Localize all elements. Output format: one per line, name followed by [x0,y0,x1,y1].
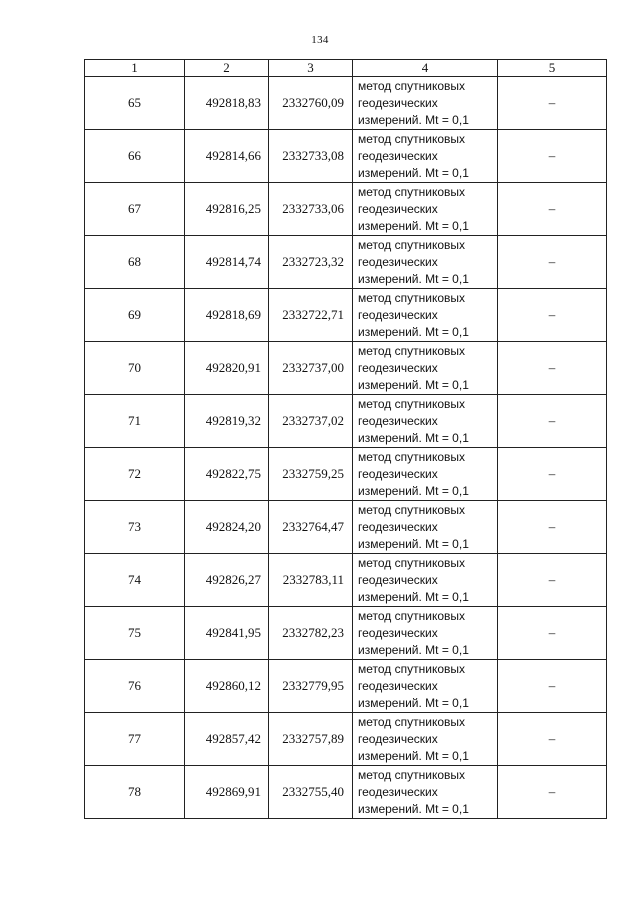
page-number: 134 [311,34,329,46]
table-row [85,501,607,554]
method-cell [353,554,498,607]
table-row [85,342,607,395]
method-line: метод спутниковых [358,449,466,464]
point-number-cell: 71 [85,395,185,448]
y-coordinate-cell: 2332783,11 [269,554,353,607]
point-number-cell: 70 [85,342,185,395]
method-line: геодезических [358,519,438,534]
y-coordinate-cell: 2332755,40 [269,766,353,819]
column-header-2: 2 [185,60,269,77]
x-coordinate-cell: 492822,75 [185,448,269,501]
method-line: метод спутниковых [358,502,466,517]
table-row [85,236,607,289]
method-cell [353,289,498,342]
x-coordinate-cell: 492826,27 [185,554,269,607]
point-number-cell: 72 [85,448,185,501]
description-cell: – [498,448,607,501]
column-header-1: 1 [85,60,185,77]
table-row [85,77,607,130]
table-row [85,448,607,501]
point-number-cell: 66 [85,130,185,183]
table-row [85,607,607,660]
point-number-cell: 74 [85,554,185,607]
column-header-3: 3 [269,60,353,77]
y-coordinate-cell: 2332759,25 [269,448,353,501]
y-coordinate-cell: 2332722,71 [269,289,353,342]
y-coordinate-cell: 2332737,00 [269,342,353,395]
x-coordinate-cell: 492819,32 [185,395,269,448]
method-line: измерений. Mt = 0,1 [358,377,469,392]
description-cell: – [498,713,607,766]
point-number-cell: 77 [85,713,185,766]
method-line: измерений. Mt = 0,1 [358,536,469,551]
y-coordinate-cell: 2332733,08 [269,130,353,183]
method-cell [353,448,498,501]
table-row [85,713,607,766]
method-line: измерений. Mt = 0,1 [358,642,469,657]
method-line: метод спутниковых [358,714,466,729]
method-cell [353,766,498,819]
method-line: геодезических [358,201,438,216]
method-line: метод спутниковых [358,555,466,570]
description-cell: – [498,342,607,395]
x-coordinate-cell: 492814,66 [185,130,269,183]
method-line: метод спутниковых [358,131,466,146]
point-number-cell: 76 [85,660,185,713]
table-body [85,77,607,819]
method-line: геодезических [358,307,438,322]
method-line: измерений. Mt = 0,1 [358,695,469,710]
table-row [85,766,607,819]
method-line: метод спутниковых [358,608,466,623]
method-line: геодезических [358,95,438,110]
method-line: измерений. Mt = 0,1 [358,324,469,339]
x-coordinate-cell: 492816,25 [185,183,269,236]
method-cell [353,501,498,554]
method-cell [353,183,498,236]
point-number-cell: 73 [85,501,185,554]
y-coordinate-cell: 2332779,95 [269,660,353,713]
x-coordinate-cell: 492824,20 [185,501,269,554]
method-line: измерений. Mt = 0,1 [358,430,469,445]
method-cell [353,236,498,289]
method-line: метод спутниковых [358,184,466,199]
method-cell [353,342,498,395]
method-line: измерений. Mt = 0,1 [358,589,469,604]
method-line: метод спутниковых [358,237,466,252]
table-row [85,183,607,236]
method-line: геодезических [358,784,438,799]
table-row [85,554,607,607]
y-coordinate-cell: 2332733,06 [269,183,353,236]
table-row [85,660,607,713]
method-line: метод спутниковых [358,343,466,358]
method-line: метод спутниковых [358,661,466,676]
method-line: измерений. Mt = 0,1 [358,112,469,127]
method-line: геодезических [358,572,438,587]
x-coordinate-cell: 492820,91 [185,342,269,395]
method-line: измерений. Mt = 0,1 [358,483,469,498]
method-line: метод спутниковых [358,78,466,93]
method-line: геодезических [358,678,438,693]
y-coordinate-cell: 2332764,47 [269,501,353,554]
y-coordinate-cell: 2332723,32 [269,236,353,289]
method-line: измерений. Mt = 0,1 [358,165,469,180]
point-number-cell: 69 [85,289,185,342]
point-number-cell: 78 [85,766,185,819]
method-line: геодезических [358,466,438,481]
description-cell: – [498,77,607,130]
x-coordinate-cell: 492841,95 [185,607,269,660]
method-line: геодезических [358,413,438,428]
method-cell [353,77,498,130]
method-line: геодезических [358,731,438,746]
method-line: геодезических [358,148,438,163]
method-line: измерений. Mt = 0,1 [358,801,469,816]
method-line: геодезических [358,625,438,640]
method-cell [353,395,498,448]
description-cell: – [498,660,607,713]
method-cell [353,607,498,660]
y-coordinate-cell: 2332757,89 [269,713,353,766]
description-cell: – [498,289,607,342]
method-line: геодезических [358,254,438,269]
description-cell: – [498,130,607,183]
y-coordinate-cell: 2332760,09 [269,77,353,130]
x-coordinate-cell: 492814,74 [185,236,269,289]
x-coordinate-cell: 492857,42 [185,713,269,766]
method-line: метод спутниковых [358,290,466,305]
description-cell: – [498,554,607,607]
point-number-cell: 67 [85,183,185,236]
method-line: измерений. Mt = 0,1 [358,218,469,233]
method-line: метод спутниковых [358,396,466,411]
method-line: измерений. Mt = 0,1 [358,271,469,286]
point-number-cell: 75 [85,607,185,660]
x-coordinate-cell: 492869,91 [185,766,269,819]
point-number-cell: 68 [85,236,185,289]
description-cell: – [498,236,607,289]
method-cell [353,660,498,713]
method-line: метод спутниковых [358,767,466,782]
method-cell [353,713,498,766]
description-cell: – [498,501,607,554]
x-coordinate-cell: 492818,69 [185,289,269,342]
table-row [85,289,607,342]
table-row [85,395,607,448]
y-coordinate-cell: 2332737,02 [269,395,353,448]
description-cell: – [498,183,607,236]
x-coordinate-cell: 492818,83 [185,77,269,130]
description-cell: – [498,607,607,660]
method-cell [353,130,498,183]
x-coordinate-cell: 492860,12 [185,660,269,713]
y-coordinate-cell: 2332782,23 [269,607,353,660]
description-cell: – [498,395,607,448]
coordinates-table [84,59,607,819]
column-header-5: 5 [498,60,607,77]
table-header-row [85,60,607,77]
table-row [85,130,607,183]
column-header-4: 4 [353,60,498,77]
point-number-cell: 65 [85,77,185,130]
description-cell: – [498,766,607,819]
method-line: геодезических [358,360,438,375]
method-line: измерений. Mt = 0,1 [358,748,469,763]
